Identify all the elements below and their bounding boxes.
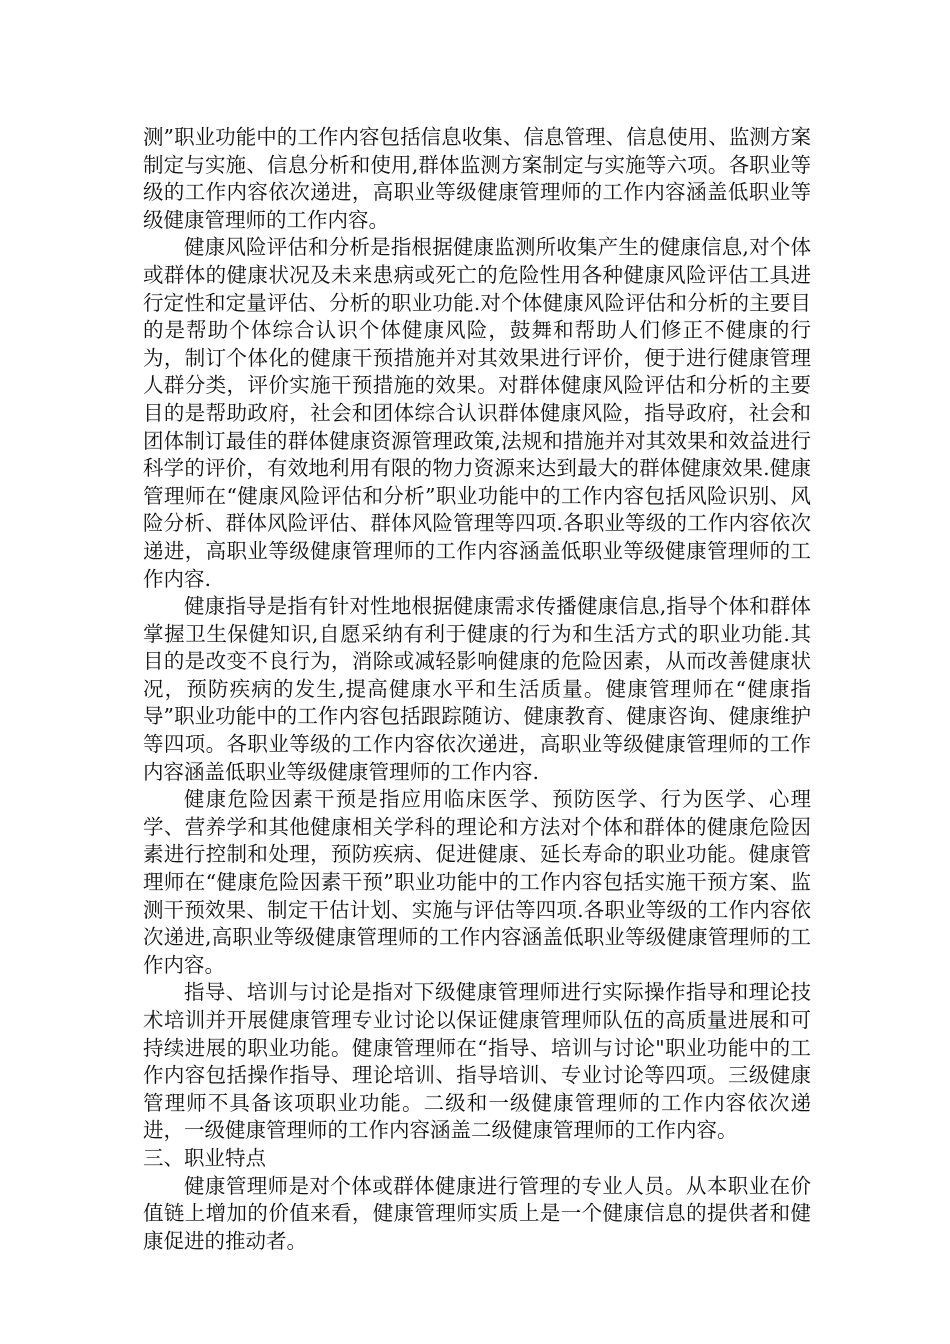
paragraph-health-guidance: 健康指导是指有针对性地根据健康需求传播健康信息,指导个体和群体掌握卫生保健知识,自愿采纳有利于健康的行为和生活方式的职业功能.其目的是改变不良行为，消除或减轻影响健康的危险因素，从而改善健康状况，预防疾病的发生,提高健康水平和生活质量。健康管理师在“健康指导”职业功能中的工作内容包括跟踪随访、健康教育、健康咨询、健康维护等四项。各职业等级的工作内容依次递进，高职业等级健康管理师的工作内容涵盖低职业等级健康管理师的工作内容. [143, 594, 811, 784]
paragraph-health-risk-assessment: 健康风险评估和分析是指根据健康监测所收集产生的健康信息,对个体或群体的健康状况及未来患病或死亡的危险性用各种健康风险评估工具进行定性和定量评估、分析的职业功能.对个体健康风险评估和分析的主要目的是帮助个体综合认识个体健康风险，鼓舞和帮助人们修正不健康的行为，制订个体化的健康干预措施并对其效果进行评价，便于进行健康管理人群分类，评价实施干预措施的效果。对群体健康风险评估和分析的主要目的是帮助政府，社会和团体综合认识群体健康风险，指导政府，社会和团体制订最佳的群体健康资源管理政策,法规和措施并对其效果和效益进行科学的评价，有效地利用有限的物力资源来达到最大的群体健康效果.健康管理师在“健康风险评估和分析”职业功能中的工作内容包括风险识别、风险分析、群体风险评估、群体风险管理等四项.各职业等级的工作内容依次递进，高职业等级健康管理师的工作内容涵盖低职业等级健康管理师的工作内容. [143, 235, 811, 591]
paragraph-risk-factor-intervention: 健康危险因素干预是指应用临床医学、预防医学、行为医学、心理学、营养学和其他健康相关学科的理论和方法对个体和群体的健康危险因素进行控制和处理，预防疾病、促进健康、延长寿命的职业功能。健康管理师在“健康危险因素干预”职业功能中的工作内容包括实施干预方案、监测干预效果、制定干估计划、实施与评估等四项.各职业等级的工作内容依次递进,高职业等级健康管理师的工作内容涵盖低职业等级健康管理师的工作内容。 [143, 787, 811, 977]
paragraph-occupational-characteristics: 健康管理师是对个体或群体健康进行管理的专业人员。从本职业在价值链上增加的价值来看，健康管理师实质上是一个健康信息的提供者和健康促进的推动者。 [143, 1173, 811, 1253]
paragraph-health-monitoring-end: 测”职业功能中的工作内容包括信息收集、信息管理、信息使用、监测方案制定与实施、信息分析和使用,群体监测方案制定与实施等六项。各职业等级的工作内容依次递进，高职业等级健康管理师的工作内容涵盖低职业等级健康管理师的工作内容。 [143, 125, 811, 232]
document-page [143, 124, 811, 1255]
paragraph-guidance-training-discussion: 指导、培训与讨论是指对下级健康管理师进行实际操作指导和理论技术培训并开展健康管理专业讨论以保证健康管理师队伍的高质量进展和可持续进展的职业功能。健康管理师在“指导、培训与讨论"职业功能中的工作内容包括操作指导、理论培训、指导培训、专业讨论等四项。三级健康管理师不具备该项职业功能。二级和一级健康管理师的工作内容依次递进，一级健康管理师的工作内容涵盖二级健康管理师的工作内容。 [143, 980, 811, 1143]
section-heading: 三、职业特点 [143, 1145, 266, 1170]
